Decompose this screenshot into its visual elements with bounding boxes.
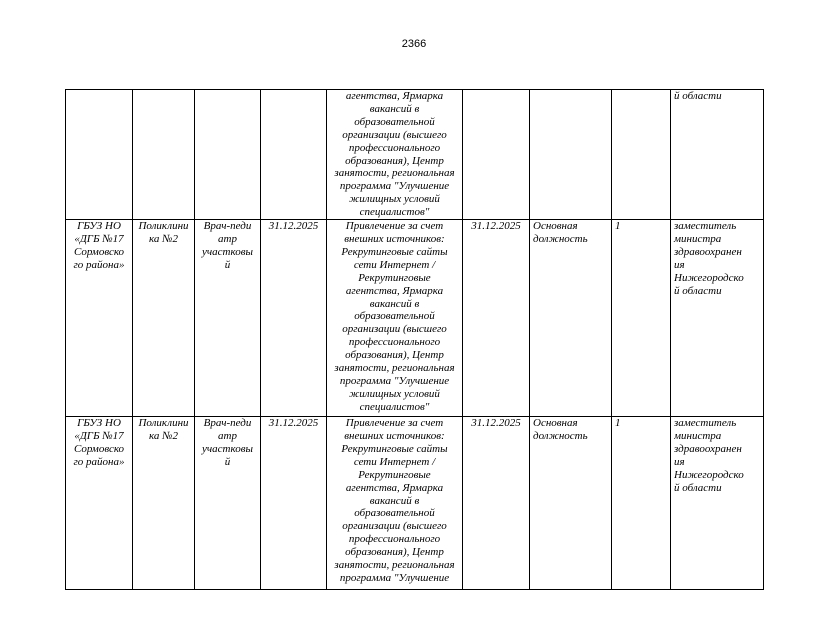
- cell-text: внешних источников:: [344, 232, 445, 245]
- cell-text: Рекрутинговые: [358, 468, 431, 481]
- cell-text: 1: [615, 220, 621, 233]
- page-number: 2366: [401, 38, 427, 50]
- table-row: [66, 220, 764, 417]
- unit-cell: [133, 90, 195, 220]
- employment-type-cell: [530, 90, 612, 220]
- cell-text: Рекрутинговые сайты: [341, 442, 448, 455]
- cell-text: го района»: [73, 455, 125, 468]
- end-date-cell: [463, 90, 530, 220]
- cell-text: Привлечение за счет: [345, 220, 444, 233]
- cell-text: сети Интернет /: [353, 258, 436, 271]
- cell-text: образовательной: [354, 115, 435, 128]
- cell-text: специалистов": [359, 400, 430, 413]
- employment-type-cell: [530, 417, 612, 590]
- cell-text: организации (высшего: [342, 520, 447, 533]
- cell-text: й: [224, 258, 231, 271]
- cell-text: Привлечение за счет: [345, 417, 444, 430]
- cell-text: занятости, региональная: [334, 362, 455, 375]
- cell-text: специалистов": [359, 206, 430, 219]
- cell-text: ия: [674, 455, 685, 468]
- cell-text: здравоохранен: [674, 442, 742, 455]
- quantity-cell: [612, 220, 671, 417]
- cell-text: 31.12.2025: [471, 220, 521, 233]
- responsible-cell: [671, 220, 764, 417]
- cell-text: ия: [674, 258, 685, 271]
- cell-text: министра: [674, 232, 722, 245]
- end-date-cell: [463, 220, 530, 417]
- cell-text: 31.12.2025: [471, 417, 521, 430]
- cell-text: жилищных условий: [349, 387, 440, 400]
- source-cell: [327, 220, 463, 417]
- cell-text: организации (высшего: [342, 323, 447, 336]
- cell-text: Врач-педи: [203, 417, 252, 430]
- unit-cell: [133, 417, 195, 590]
- cell-text: Врач-педи: [203, 220, 252, 233]
- cell-text: вакансий в: [369, 102, 420, 115]
- cell-text: вакансий в: [369, 297, 420, 310]
- cell-text: атр: [218, 429, 237, 442]
- cell-text: программа "Улучшение: [339, 374, 450, 387]
- cell-text: программа "Улучшение: [339, 571, 450, 584]
- cell-text: занятости, региональная: [334, 559, 455, 572]
- cell-text: ГБУЗ НО: [77, 417, 121, 430]
- position-cell: [195, 417, 261, 590]
- cell-text: ка №2: [149, 232, 178, 245]
- cell-text: профессионального: [348, 533, 441, 546]
- cell-text: Поликлини: [138, 220, 189, 233]
- cell-text: образовательной: [354, 310, 435, 323]
- cell-text: ка №2: [149, 429, 178, 442]
- cell-text: 1: [615, 417, 621, 430]
- cell-text: го района»: [73, 258, 125, 271]
- cell-text: Основная: [533, 417, 578, 430]
- cell-text: профессионального: [348, 141, 441, 154]
- cell-text: вакансий в: [369, 494, 420, 507]
- source-cell: [327, 417, 463, 590]
- cell-text: профессионального: [348, 336, 441, 349]
- cell-text: Сормовско: [73, 245, 125, 258]
- position-cell: [195, 220, 261, 417]
- cell-text: й области: [674, 481, 722, 494]
- start-date-cell: [261, 417, 327, 590]
- end-date-cell: [463, 417, 530, 590]
- cell-text: Рекрутинговые сайты: [341, 245, 448, 258]
- source-cell: [327, 90, 463, 220]
- cell-text: агентства, Ярмарка: [345, 481, 444, 494]
- cell-text: й области: [674, 90, 722, 102]
- cell-text: здравоохранен: [674, 245, 742, 258]
- cell-text: й: [224, 455, 231, 468]
- position-cell: [195, 90, 261, 220]
- unit-cell: [133, 220, 195, 417]
- cell-text: организации (высшего: [342, 128, 447, 141]
- cell-text: Сормовско: [73, 442, 125, 455]
- organization-cell: [66, 90, 133, 220]
- cell-text: ГБУЗ НО: [77, 220, 121, 233]
- cell-text: участковы: [202, 442, 253, 455]
- cell-text: Поликлини: [138, 417, 189, 430]
- cell-text: участковы: [202, 245, 253, 258]
- employment-type-cell: [530, 220, 612, 417]
- organization-cell: [66, 220, 133, 417]
- cell-text: агентства, Ярмарка: [345, 90, 444, 102]
- cell-text: 31.12.2025: [268, 220, 319, 233]
- cell-text: министра: [674, 429, 722, 442]
- cell-text: «ДГБ №17: [74, 429, 124, 442]
- cell-text: образования), Центр: [345, 154, 444, 167]
- start-date-cell: [261, 90, 327, 220]
- cell-text: й области: [674, 284, 722, 297]
- cell-text: атр: [218, 232, 237, 245]
- cell-text: Нижегородско: [674, 468, 744, 481]
- cell-text: сети Интернет /: [353, 455, 436, 468]
- cell-text: занятости, региональная: [334, 167, 455, 180]
- organization-cell: [66, 417, 133, 590]
- cell-text: внешних источников:: [344, 429, 445, 442]
- cell-text: программа "Улучшение: [339, 180, 450, 193]
- cell-text: жилищных условий: [349, 193, 440, 206]
- cell-text: 31.12.2025: [268, 417, 319, 430]
- cell-text: заместитель: [674, 220, 737, 233]
- cell-text: должность: [533, 429, 588, 442]
- plan-table: [65, 89, 764, 590]
- responsible-cell: [671, 90, 764, 220]
- cell-text: Рекрутинговые: [358, 271, 431, 284]
- cell-text: «ДГБ №17: [74, 232, 124, 245]
- quantity-cell: [612, 90, 671, 220]
- quantity-cell: [612, 417, 671, 590]
- responsible-cell: [671, 417, 764, 590]
- cell-text: агентства, Ярмарка: [345, 284, 444, 297]
- table-row: [66, 417, 764, 590]
- cell-text: образовательной: [354, 507, 435, 520]
- cell-text: должность: [533, 232, 588, 245]
- cell-text: образования), Центр: [345, 349, 444, 362]
- start-date-cell: [261, 220, 327, 417]
- table-row: [66, 90, 764, 220]
- cell-text: Нижегородско: [674, 271, 744, 284]
- cell-text: Основная: [533, 220, 578, 233]
- cell-text: образования), Центр: [345, 546, 444, 559]
- cell-text: заместитель: [674, 417, 737, 430]
